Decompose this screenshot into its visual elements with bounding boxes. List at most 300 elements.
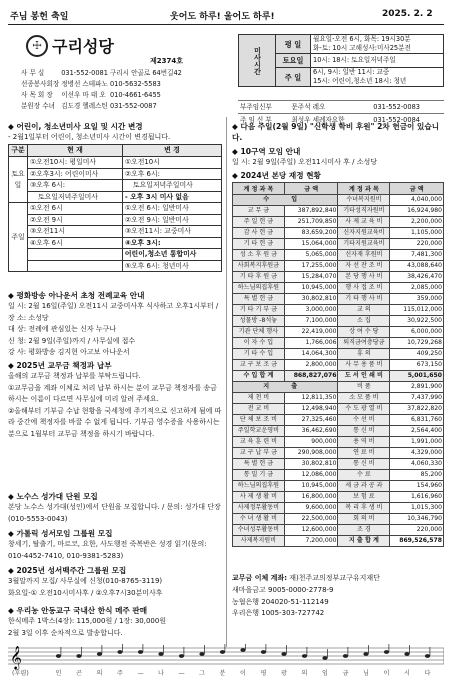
- music-note: [240, 648, 245, 652]
- finance-item: 사 제 교 육 비: [338, 217, 390, 228]
- schedule-current: ②오전 9시: [28, 214, 123, 226]
- staff-row: [238, 101, 444, 114]
- finance-row: [233, 393, 444, 404]
- finance-item: 신자재 후원비: [338, 250, 390, 261]
- notice-body: 3월말까지 모집/ 사무실에 신청(010-8765-3119) 화요일-① 오전10시미사후 / ②오후7시30분미사후: [8, 577, 163, 597]
- finance-item: 비 품: [338, 382, 390, 393]
- finance-amount: 1,105,000: [390, 228, 444, 239]
- finance-header: 계 정 과 목: [338, 183, 390, 195]
- finance-amount: 673,150: [390, 360, 444, 371]
- mass-row: [239, 35, 444, 54]
- finance-table: [232, 182, 444, 547]
- finance-amount: 900,000: [284, 437, 338, 448]
- finance-item: 감 사 헌 금: [233, 228, 285, 239]
- lyric-syllable: 의: [96, 670, 103, 677]
- info-extra: 구리시 안골로 64번길42: [109, 69, 182, 77]
- staff-role: 주 임 신 부: [240, 116, 272, 124]
- lyric-syllable: 임: [322, 670, 328, 677]
- finance-row: [233, 426, 444, 437]
- finance-amount: 154,960: [390, 481, 444, 492]
- finance-amount: 22,419,000: [284, 327, 338, 338]
- notice-title: ◆ 다음 주일(2월 9일) "신학생 학비 후원" 2차 헌금이 있습니다.: [232, 122, 440, 142]
- finance-amount: 251,709,850: [284, 217, 338, 228]
- finance-amount: 9,600,000: [284, 503, 338, 514]
- notice-title: ◆ 2025년 성서백주간 그룹원 모집: [8, 566, 127, 575]
- finance-item: 퇴직금여충당금: [338, 338, 390, 349]
- treble-clef-icon: 𝄞: [10, 645, 22, 669]
- finance-row: [233, 360, 444, 371]
- finance-item: 전 교 비: [233, 404, 285, 415]
- finance-row: [233, 316, 444, 327]
- finance-amount: 387,892,840: [284, 206, 338, 217]
- finance-row: [233, 239, 444, 250]
- finance-item: 본 당 행 사 비: [338, 272, 390, 283]
- music-note: [56, 654, 61, 658]
- mass-time-text: 10시: 18시: 토요일저녁주일: [311, 54, 444, 68]
- finance-item: 연 료 비: [338, 448, 390, 459]
- staff-phone: 031-552-0083: [373, 103, 420, 111]
- lyric-syllable: 주: [117, 670, 123, 677]
- finance-row: [233, 305, 444, 316]
- finance-section-label: 수 입: [233, 195, 338, 206]
- schedule-changed: ①오전10시: [122, 157, 221, 169]
- mass-day-label: 주 일: [276, 68, 311, 87]
- finance-item: 세 금 과 공 과: [338, 481, 390, 492]
- finance-amount: 12,600,000: [284, 525, 338, 536]
- schedule-current: ①오전10시: 평일미사: [28, 157, 123, 169]
- bank-account: 농협은행 204020-51-112149: [232, 597, 329, 606]
- schedule-row: [9, 191, 222, 203]
- finance-row: [233, 525, 444, 536]
- staff-phone: 031-552-0084: [373, 116, 420, 124]
- finance-row: [233, 492, 444, 503]
- finance-amount: 6,000,000: [390, 327, 444, 338]
- finance-header: 금 액: [284, 183, 338, 195]
- bulletin-date: 2025. 2. 2: [382, 9, 433, 19]
- finance-amount: 4,329,000: [390, 448, 444, 459]
- finance-amount: 30,802,810: [284, 294, 338, 305]
- lyric-syllable: 나: [158, 670, 164, 677]
- finance-row: [233, 536, 444, 547]
- info-row: [20, 68, 183, 79]
- finance-row: [233, 371, 444, 382]
- finance-item: 하느님의집후원: [233, 283, 285, 294]
- finance-amount: 38,426,470: [390, 272, 444, 283]
- schedule-current: 토요일저녁주일미사: [28, 191, 123, 203]
- notice-body: - 2월1일부터 어린이, 청소년미사 시간이 변경됩니다.: [8, 133, 171, 141]
- info-role: 분원장 수녀: [21, 102, 55, 110]
- finance-item: 소 모 품 비: [338, 393, 390, 404]
- finance-row: [233, 404, 444, 415]
- finance-row: [233, 503, 444, 514]
- finance-item: 하느님의집후원: [233, 481, 285, 492]
- finance-amount: 869,526,578: [390, 536, 444, 547]
- finance-item: 수 선 비: [338, 415, 390, 426]
- music-note: [425, 654, 430, 658]
- mass-day-label: 평 일: [276, 35, 311, 54]
- finance-item: 수 녀 생 활 비: [233, 514, 285, 525]
- schedule-group: 토요일: [9, 157, 28, 203]
- finance-item: 이 자 수 입: [233, 338, 285, 349]
- lyric-syllable: 의: [301, 670, 308, 677]
- lyric-syllable: 분: [219, 670, 226, 677]
- staff-name: 문주석 레오: [291, 103, 326, 111]
- finance-header: 금 액: [390, 183, 444, 195]
- finance-item: 교 구 보 조 금: [233, 360, 285, 371]
- bank-accounts: [232, 585, 334, 620]
- bank-account: 우리은행 1005-303-727742: [232, 609, 325, 617]
- schedule-header: 현 재: [28, 145, 123, 157]
- finance-item: 사제정무활동비: [233, 503, 285, 514]
- schedule-changed: ②오전 9시: 일반미사: [122, 214, 221, 226]
- info-extra: 031-552-0087: [109, 102, 157, 110]
- notice-body: 일 시: 2월 9일(주일) 오전11시미사 후 / 소성당: [232, 158, 377, 166]
- info-role: 선종봉사회장: [21, 80, 60, 88]
- finance-row: [233, 327, 444, 338]
- music-note: [97, 652, 102, 656]
- lyric-syllable: 시: [404, 670, 410, 677]
- finance-item: 단 체 보 조 비: [233, 415, 285, 426]
- finance-amount: 3,000,000: [284, 305, 338, 316]
- finance-amount: 27,325,460: [284, 415, 338, 426]
- mass-time-text: 월요일-오전 6시, 화목: 19시30분 화-토: 10시 고해성사:미사25분전: [311, 35, 444, 54]
- lyric-syllable: —: [137, 670, 144, 677]
- finance-item: 수 입 합 계: [233, 371, 285, 382]
- finance-amount: 1,766,006: [284, 338, 338, 349]
- finance-amount: 37,822,820: [390, 404, 444, 415]
- notice-body: 본당 노수스 성가대(성인)에서 단원을 모집합니다. / 문의: 성가대 단장(010-5553-0043): [8, 503, 221, 523]
- finance-row: [233, 448, 444, 459]
- finance-amount: 12,811,350: [284, 393, 338, 404]
- music-note: [138, 650, 143, 654]
- parish-logo: [26, 34, 114, 57]
- finance-amount: 409,250: [390, 349, 444, 360]
- finance-amount: 16,800,000: [284, 492, 338, 503]
- finance-amount: 7,100,000: [284, 316, 338, 327]
- finance-item: 사 무 용 품 비: [338, 360, 390, 371]
- finance-amount: 10,346,790: [390, 514, 444, 525]
- finance-item: 기 타 헌 금: [233, 239, 285, 250]
- finance-item: 기 타 행 사 비: [338, 294, 390, 305]
- lyric-syllable: 그: [199, 670, 205, 677]
- feast-title: 주님 봉헌 축일: [10, 12, 69, 22]
- schedule-changed: ④오후 3시:: [122, 237, 221, 249]
- finance-amount: 7,481,300: [390, 250, 444, 261]
- finance-item: 수녀성무활동비: [233, 525, 285, 536]
- finance-item: 교 구 납 부 금: [233, 448, 285, 459]
- finance-item: 조 경: [338, 525, 390, 536]
- finance-amount: 17,255,000: [284, 261, 338, 272]
- finance-amount: 15,064,000: [284, 239, 338, 250]
- finance-amount: 7,200,000: [284, 536, 338, 547]
- lyric-syllable: 이: [240, 670, 246, 677]
- finance-amount: 16,924,980: [390, 206, 444, 217]
- schedule-current: ④오후 6시: [28, 237, 123, 249]
- schedule-header: 변 경: [122, 145, 221, 157]
- finance-amount: 36,462,690: [284, 426, 338, 437]
- finance-item: 지 출 합 계: [338, 536, 390, 547]
- schedule-row: [9, 249, 222, 261]
- lyric-syllable: —: [178, 670, 185, 677]
- info-extra: 010-5632-5583: [109, 80, 161, 88]
- finance-amount: 2,085,000: [390, 283, 444, 294]
- finance-item: 보 험 료: [338, 492, 390, 503]
- music-note: [363, 652, 368, 656]
- finance-item: 신자지원교육비: [338, 228, 390, 239]
- music-note: [343, 654, 348, 658]
- schedule-current: ②오후3시: 어린이미사: [28, 168, 123, 180]
- lyric-syllable: (후렴): [12, 670, 29, 677]
- info-row: [20, 90, 183, 101]
- issue-number: 제2374호: [150, 57, 184, 65]
- finance-row: [233, 261, 444, 272]
- lyric-syllable: 평: [260, 670, 267, 677]
- finance-item: 휴 의: [338, 349, 390, 360]
- schedule-group: 주일: [9, 203, 28, 272]
- notice-body: 한식메주 1박스(4장): 115,000원 / 1장: 30,000원 2월 3일 이후 순차적으로 발송합니다.: [8, 617, 167, 637]
- schedule-current: [28, 249, 123, 261]
- finance-item: 성물방 -8석놓: [233, 316, 285, 327]
- header-rule: [8, 24, 444, 25]
- music-note: [117, 650, 122, 654]
- schedule-row: [9, 237, 222, 249]
- info-extra: 010-4661-6455: [109, 91, 161, 99]
- music-note: [322, 656, 327, 660]
- schedule-row: [9, 226, 222, 238]
- finance-amount: 2,564,400: [390, 426, 444, 437]
- lyric-syllable: 광: [281, 670, 287, 677]
- finance-item: 수 도 광 열 비: [338, 404, 390, 415]
- finance-amount: 30,922,500: [390, 316, 444, 327]
- finance-item: 교 무 금: [233, 206, 285, 217]
- finance-amount: 1,616,960: [390, 492, 444, 503]
- finance-item: 용 역 비: [338, 437, 390, 448]
- music-note: [179, 654, 184, 658]
- finance-row: [233, 338, 444, 349]
- finance-item: 사제복지원비: [233, 536, 285, 547]
- schedule-changed: ⑤오후 6시: 청년미사: [122, 260, 221, 272]
- music-note: [281, 652, 286, 656]
- parish-info-table: [20, 68, 183, 112]
- finance-item: 교 육 훈 련 비: [233, 437, 285, 448]
- finance-row: [233, 481, 444, 492]
- music-staff: [8, 644, 444, 678]
- bank-title: 교무금 이체 계좌:: [232, 574, 288, 582]
- schedule-current: ①오전 6시: [28, 203, 123, 215]
- schedule-row: [9, 214, 222, 226]
- finance-item: 사 제 생 활 비: [233, 492, 285, 503]
- finance-row: [233, 437, 444, 448]
- finance-row: [233, 514, 444, 525]
- notice-title: ◆ 평화방송 아나운서 초청 전례교육 안내: [8, 291, 145, 300]
- finance-income-header: [233, 195, 444, 206]
- info-role: 사 목 회 장: [21, 91, 53, 99]
- finance-header: 계 정 과 목: [233, 183, 285, 195]
- finance-amount: 290,908,000: [284, 448, 338, 459]
- schedule-current: ③오후 6시:: [28, 180, 123, 192]
- schedule-table: [8, 144, 222, 272]
- schedule-current: ③오전11시: [28, 226, 123, 238]
- finance-row: [233, 294, 444, 305]
- finance-row: [233, 470, 444, 481]
- notice-title: ◆ 2025년 교무금 책정과 납부: [8, 361, 112, 370]
- finance-item: 기관 단체 행사: [233, 327, 285, 338]
- finance-amount: 868,827,076: [284, 371, 338, 382]
- finance-item: 제 천 비: [233, 393, 285, 404]
- info-row: [20, 101, 183, 112]
- finance-amount: 2,891,900: [390, 382, 444, 393]
- lyric-syllable: 다: [424, 670, 431, 677]
- music-note: [384, 650, 389, 654]
- finance-amount: 1,991,000: [390, 437, 444, 448]
- finance-amount: 15,284,070: [284, 272, 338, 283]
- schedule-header: 구분: [9, 145, 28, 157]
- schedule-row: [9, 203, 222, 215]
- finance-amount: 5,001,650: [390, 371, 444, 382]
- finance-item: 회 의 비: [338, 514, 390, 525]
- finance-item: 기 타 후 원 금: [233, 272, 285, 283]
- schedule-changed: ①오전 6시: 일반미사: [122, 203, 221, 215]
- finance-amount: 10,729,268: [390, 338, 444, 349]
- finance-amount: 6,831,760: [390, 415, 444, 426]
- schedule-current: [28, 260, 123, 272]
- finance-item: 도 서 인 쇄 비: [338, 371, 390, 382]
- bank-holder: 재)천주교의정부교구유지재단: [289, 574, 380, 582]
- finance-item: 복 리 후 생 비: [338, 503, 390, 514]
- finance-item: 소 집: [338, 316, 390, 327]
- music-note: [261, 650, 266, 654]
- notice-title: ◆ 노수스 성가대 단원 모집: [8, 492, 98, 501]
- music-note: [302, 654, 307, 658]
- music-note: [199, 652, 204, 656]
- finance-item: 교 의: [338, 305, 390, 316]
- finance-item: 상 여 수 당: [338, 327, 390, 338]
- music-note: [220, 650, 225, 654]
- finance-amount: 7,437,990: [390, 393, 444, 404]
- finance-amount: 30,802,810: [284, 459, 338, 470]
- notice-title: ◆ 2024년 본당 재정 현황: [232, 171, 321, 180]
- info-name: 이선우 마 태 오: [61, 91, 106, 99]
- finance-item: 사회복지후원금: [233, 261, 285, 272]
- finance-section-label: 지 출: [233, 382, 338, 393]
- finance-item: 통 신 비: [338, 459, 390, 470]
- finance-item: 통 밀 기 금: [233, 470, 285, 481]
- staff-role: 부주임신부: [240, 103, 272, 111]
- music-note: [76, 654, 81, 658]
- finance-item: 수 료: [338, 470, 390, 481]
- finance-row: [233, 206, 444, 217]
- finance-row: [233, 272, 444, 283]
- notice-body: 창세기, 탈출기, 마르코, 요한, 사도행전 죽복반은 성경 읽기(문의: 010-4452-7410, 010-9381-5283): [8, 540, 207, 560]
- schedule-row: [9, 180, 222, 192]
- finance-amount: 83,659,200: [284, 228, 338, 239]
- finance-item: 자 선 잔 조 비: [338, 261, 390, 272]
- finance-item: 기타지원교육비: [338, 239, 390, 250]
- column-divider: [226, 117, 227, 647]
- info-role: 사 무 실: [21, 69, 45, 77]
- finance-item: 기타성직자원비: [338, 206, 390, 217]
- finance-amount: 12,086,000: [284, 470, 338, 481]
- schedule-row: [9, 157, 222, 169]
- finance-item: 수녀복지원비: [338, 195, 390, 206]
- finance-item: 행 사 접 조 비: [338, 283, 390, 294]
- schedule-header-row: [9, 145, 222, 157]
- info-name: 김도경 헬레스틴: [61, 102, 108, 110]
- finance-amount: 359,000: [390, 294, 444, 305]
- finance-row: [233, 283, 444, 294]
- parish-emblem-icon: ☩: [26, 35, 48, 57]
- finance-item: 통 신 비: [338, 426, 390, 437]
- mass-times-table: [238, 34, 444, 87]
- lyric-syllable: 인: [55, 670, 62, 677]
- finance-amount: 22,500,000: [284, 514, 338, 525]
- info-name: 031-552-0081: [61, 69, 108, 77]
- bank-account: 새마을금고 9005-0000-2778-9: [232, 586, 334, 594]
- music-note: [404, 652, 409, 656]
- schedule-changed: ②오후 6시:: [122, 168, 221, 180]
- finance-amount: 4,040,000: [390, 195, 444, 206]
- finance-amount: 43,088,640: [390, 261, 444, 272]
- finance-amount: 115,012,000: [390, 305, 444, 316]
- schedule-changed: - 오후 3시 미사 없음: [122, 191, 221, 203]
- finance-row: [233, 415, 444, 426]
- finance-amount: 85,200: [390, 470, 444, 481]
- motto: 웃어도 하루! 울어도 하루!: [170, 12, 275, 22]
- notice-title: ◆ 가톨릭 성서모임 그룹원 모집: [8, 529, 113, 538]
- finance-amount: 10,945,000: [284, 481, 338, 492]
- finance-amount: 220,000: [390, 525, 444, 536]
- finance-row: [233, 250, 444, 261]
- info-name: 정병선 스테파노: [61, 80, 108, 88]
- notice-title: ◆ 10구역 모임 안내: [232, 147, 301, 156]
- finance-amount: 5,065,000: [284, 250, 338, 261]
- bank-line: [232, 573, 380, 583]
- lyric-syllable: 이: [383, 670, 390, 677]
- finance-amount: 14,064,300: [284, 349, 338, 360]
- finance-row: [233, 459, 444, 470]
- mass-side-label: 미사시간: [239, 35, 276, 87]
- schedule-changed: ③오전11시: 교중미사: [122, 226, 221, 238]
- staff-name: 최성우 세례자요한: [291, 116, 345, 124]
- finance-amount: 220,000: [390, 239, 444, 250]
- notice-title: ◆ 우리농 안동교구 국내산 한식 메주 판매: [8, 606, 148, 615]
- mass-day-label: 토요일: [276, 54, 311, 68]
- schedule-row: [9, 260, 222, 272]
- notice-title: ◆ 어린이, 청소년미사 요일 및 시간 변경: [8, 122, 143, 131]
- schedule-changed: 토요일저녁주일미사: [122, 180, 221, 192]
- finance-item: 기 타 기 부 금: [233, 305, 285, 316]
- finance-header-row: [233, 183, 444, 195]
- finance-amount: 2,200,000: [390, 217, 444, 228]
- finance-item: 기 타 수 입: [233, 349, 285, 360]
- lyric-syllable: 금: [342, 670, 349, 677]
- schedule-row: [9, 168, 222, 180]
- music-note: [158, 652, 163, 656]
- parish-name: 구리성당: [52, 37, 114, 56]
- finance-amount: 2,800,000: [284, 360, 338, 371]
- finance-expense-header: [233, 382, 444, 393]
- lyric-syllable: 곤: [76, 670, 82, 677]
- finance-amount: 10,945,000: [284, 283, 338, 294]
- lyric-syllable: 님: [363, 670, 369, 677]
- finance-row: [233, 349, 444, 360]
- info-row: [20, 79, 183, 90]
- notice-body: 일 시: 2월 16일(주일) 오전11시 교중미사후 식사하고 오후1시부터 / 장 소: 소성당 대 상: 전례에 관심있는 신자 누구나 신 청: 2월 9일(주일)까지 / 사무실에 접수 강 사: 평화방송 김지현 아고보 아나운서: [8, 302, 219, 356]
- finance-row: [233, 217, 444, 228]
- finance-amount: 1,015,300: [390, 503, 444, 514]
- finance-row: [233, 228, 444, 239]
- finance-amount: 4,060,330: [390, 459, 444, 470]
